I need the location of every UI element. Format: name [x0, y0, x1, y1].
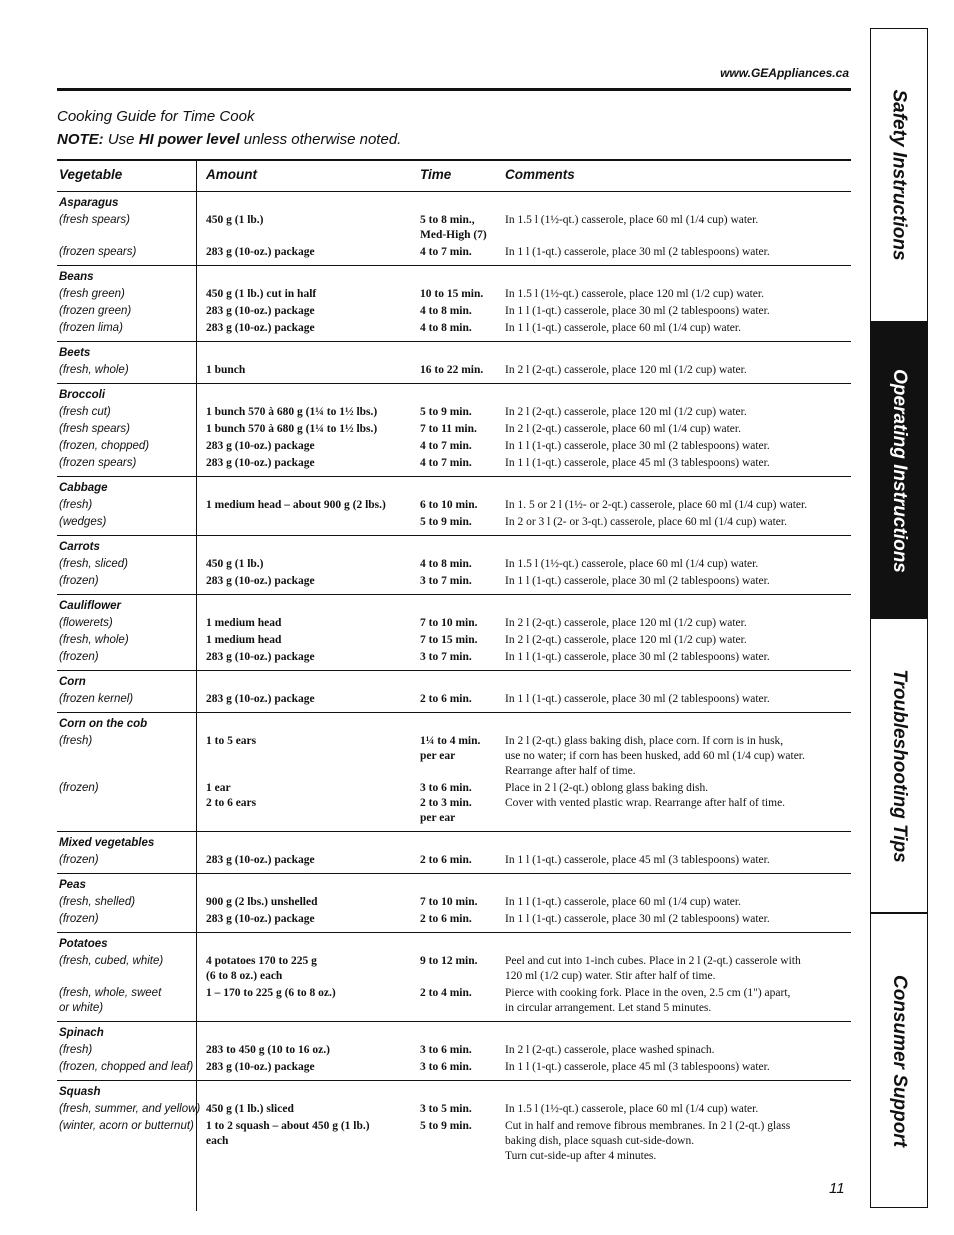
- amount-cell: 283 g (10-oz.) package: [206, 1061, 315, 1073]
- vegetable-name: Mixed vegetables: [59, 837, 155, 849]
- amount-cell: 1 ear 2 to 6 ears: [206, 782, 257, 809]
- note-post: unless otherwise noted.: [239, 131, 402, 148]
- comments-cell: In 2 l (2-qt.) casserole, place 120 ml (1/2 cup) water.: [505, 406, 747, 418]
- tab-troubleshooting-tips[interactable]: [871, 619, 927, 912]
- vegetable-group: [57, 671, 851, 713]
- table-header: [57, 161, 851, 192]
- time-cell: 7 to 10 min.: [420, 617, 478, 629]
- time-cell: 16 to 22 min.: [420, 364, 484, 376]
- amount-cell: 283 g (10-oz.) package: [206, 854, 315, 866]
- time-cell: 2 to 4 min.: [420, 987, 472, 999]
- comments-cell: In 1.5 l (1½-qt.) casserole, place 60 ml (1/4 cup) water.: [505, 1103, 759, 1115]
- amount-cell: 1 – 170 to 225 g (6 to 8 oz.): [206, 987, 336, 999]
- comments-cell: In 1 l (1-qt.) casserole, place 45 ml (3 tablespoons) water.: [505, 1061, 770, 1073]
- amount-cell: 450 g (1 lb.) cut in half: [206, 288, 317, 300]
- vegetable-form: (frozen): [59, 913, 99, 925]
- vegetable-form: (flowerets): [59, 617, 113, 629]
- vegetable-form: (frozen): [59, 782, 99, 794]
- vegetable-form: (fresh spears): [59, 214, 130, 226]
- guide-note: [57, 131, 401, 148]
- vegetable-form: (frozen): [59, 651, 99, 663]
- header-vegetable: Vegetable: [59, 167, 123, 182]
- table-row: [57, 212, 851, 244]
- time-cell: 4 to 8 min.: [420, 558, 472, 570]
- vegetable-name: Cauliflower: [59, 600, 121, 612]
- vegetable-name: Cabbage: [59, 482, 108, 494]
- header-comments: Comments: [505, 167, 575, 182]
- vegetable-group: [57, 595, 851, 671]
- section-tabs: [870, 28, 928, 1208]
- time-cell: 4 to 7 min.: [420, 246, 472, 258]
- time-cell: 3 to 5 min.: [420, 1103, 472, 1115]
- tab-label: Operating Instructions: [889, 369, 910, 573]
- time-cell: 2 to 6 min.: [420, 693, 472, 705]
- vegetable-group: [57, 713, 851, 832]
- tab-label: Safety Instructions: [889, 89, 911, 261]
- vegetable-form: (fresh): [59, 499, 93, 511]
- vegetable-form: (fresh, cubed, white): [59, 955, 164, 967]
- header-time: Time: [420, 167, 452, 182]
- vegetable-group: [57, 477, 851, 536]
- comments-cell: In 1.5 l (1½-qt.) casserole, place 60 ml (1/4 cup) water.: [505, 214, 759, 226]
- vegetable-group: [57, 832, 851, 874]
- amount-cell: 1 medium head: [206, 634, 282, 646]
- vegetable-name: Carrots: [59, 541, 100, 553]
- table-row: [57, 497, 851, 514]
- comments-cell: Peel and cut into 1-inch cubes. Place in 2 l (2-qt.) casserole with 120 ml (1/2 cup) water. Stir after half of time.: [505, 955, 801, 982]
- amount-cell: 1 medium head – about 900 g (2 lbs.): [206, 499, 386, 511]
- amount-cell: 1 to 2 squash – about 450 g (1 lb.) each: [206, 1120, 370, 1147]
- vegetable-form: (frozen lima): [59, 322, 123, 334]
- table-row: [57, 894, 851, 911]
- table-body: [57, 192, 851, 1169]
- time-cell: 3 to 6 min.: [420, 1061, 472, 1073]
- comments-cell: In 1 l (1-qt.) casserole, place 30 ml (2 tablespoons) water.: [505, 305, 770, 317]
- time-cell: 1¼ to 4 min. per ear: [420, 735, 481, 762]
- vegetable-form: (fresh): [59, 1044, 93, 1056]
- vegetable-group: [57, 874, 851, 933]
- note-pre: Use: [103, 131, 139, 148]
- page-number: 11: [829, 1180, 845, 1197]
- amount-cell: 283 g (10-oz.) package: [206, 693, 315, 705]
- amount-cell: 283 g (10-oz.) package: [206, 457, 315, 469]
- table-row: [57, 733, 851, 780]
- vegetable-group: [57, 192, 851, 266]
- amount-cell: 1 medium head: [206, 617, 282, 629]
- comments-cell: Pierce with cooking fork. Place in the oven, 2.5 cm (1") apart, in circular arrangement. Let stand 5 minutes.: [505, 987, 791, 1014]
- table-row: [57, 455, 851, 472]
- time-cell: 4 to 8 min.: [420, 322, 472, 334]
- amount-cell: 283 to 450 g (10 to 16 oz.): [206, 1044, 330, 1056]
- vegetable-form: (fresh green): [59, 288, 125, 300]
- table-row: [57, 286, 851, 303]
- vegetable-form: (fresh, whole): [59, 634, 129, 646]
- cooking-guide-table: [57, 159, 851, 1169]
- table-row: [57, 911, 851, 928]
- vegetable-form: (frozen): [59, 575, 99, 587]
- table-row: [57, 1101, 851, 1118]
- time-cell: 10 to 15 min.: [420, 288, 484, 300]
- table-row: [57, 556, 851, 573]
- amount-cell: 1 bunch 570 à 680 g (1¼ to 1½ lbs.): [206, 406, 378, 418]
- time-cell: 7 to 15 min.: [420, 634, 478, 646]
- table-row: [57, 303, 851, 320]
- vegetable-name: Broccoli: [59, 389, 106, 401]
- comments-cell: Place in 2 l (2-qt.) oblong glass baking dish. Cover with vented plastic wrap. Rearrange after half of time.: [505, 782, 786, 809]
- amount-cell: 283 g (10-oz.) package: [206, 322, 315, 334]
- vegetable-form: (fresh): [59, 735, 93, 747]
- tab-label: Consumer Support: [889, 974, 910, 1147]
- time-cell: 3 to 6 min. 2 to 3 min. per ear: [420, 782, 472, 824]
- vegetable-form: (frozen, chopped): [59, 440, 150, 452]
- comments-cell: In 2 l (2-qt.) casserole, place 60 ml (1/4 cup) water.: [505, 423, 741, 435]
- note-bold: HI power level: [138, 131, 240, 148]
- table-row: [57, 1118, 851, 1165]
- vegetable-name: Spinach: [59, 1027, 104, 1039]
- table-row: [57, 573, 851, 590]
- amount-cell: 283 g (10-oz.) package: [206, 440, 315, 452]
- table-row: [57, 320, 851, 337]
- table-row: [57, 615, 851, 632]
- vegetable-group: [57, 266, 851, 342]
- table-row: [57, 1059, 851, 1076]
- vegetable-form: (frozen green): [59, 305, 132, 317]
- vegetable-name: Beets: [59, 347, 91, 359]
- table-row: [57, 244, 851, 261]
- comments-cell: In 1 l (1-qt.) casserole, place 45 ml (3 tablespoons) water.: [505, 854, 770, 866]
- vegetable-name: Corn on the cob: [59, 718, 148, 730]
- vegetable-form: (winter, acorn or butternut): [59, 1120, 194, 1132]
- vegetable-form: (frozen): [59, 854, 99, 866]
- time-cell: 7 to 10 min.: [420, 896, 478, 908]
- comments-cell: Cut in half and remove fibrous membranes. In 2 l (2-qt.) glass baking dish, place squash cut-side-down. Turn cut-side-up after 4 minutes.: [505, 1120, 791, 1162]
- amount-cell: 900 g (2 lbs.) unshelled: [206, 896, 318, 908]
- comments-cell: In 1.5 l (1½-qt.) casserole, place 120 ml (1/2 cup) water.: [505, 288, 764, 300]
- comments-cell: In 1 l (1-qt.) casserole, place 30 ml (2 tablespoons) water.: [505, 693, 770, 705]
- table-row: [57, 780, 851, 827]
- comments-cell: In 1 l (1-qt.) casserole, place 30 ml (2 tablespoons) water.: [505, 651, 770, 663]
- table-row: [57, 985, 851, 1017]
- header-rule: [57, 88, 851, 91]
- amount-cell: 450 g (1 lb.): [206, 558, 264, 570]
- vegetable-form: (fresh cut): [59, 406, 111, 418]
- time-cell: 6 to 10 min.: [420, 499, 478, 511]
- vegetable-name: Squash: [59, 1086, 101, 1098]
- table-row: [57, 852, 851, 869]
- time-cell: 3 to 7 min.: [420, 575, 472, 587]
- comments-cell: In 2 l (2-qt.) casserole, place 120 ml (1/2 cup) water.: [505, 364, 747, 376]
- table-row: [57, 438, 851, 455]
- amount-cell: 1 to 5 ears: [206, 735, 257, 747]
- amount-cell: 1 bunch: [206, 364, 246, 376]
- vegetable-form: (wedges): [59, 516, 107, 528]
- comments-cell: In 1 l (1-qt.) casserole, place 60 ml (1/4 cup) water.: [505, 896, 741, 908]
- time-cell: 2 to 6 min.: [420, 913, 472, 925]
- comments-cell: In 1 l (1-qt.) casserole, place 60 ml (1/4 cup) water.: [505, 322, 741, 334]
- vegetable-name: Corn: [59, 676, 86, 688]
- vegetable-group: [57, 384, 851, 477]
- table-row: [57, 514, 851, 531]
- tab-consumer-support[interactable]: [871, 914, 927, 1207]
- comments-cell: In 2 l (2-qt.) casserole, place 120 ml (1/2 cup) water.: [505, 617, 747, 629]
- time-cell: 7 to 11 min.: [420, 423, 477, 435]
- note-label: NOTE:: [57, 131, 104, 148]
- time-cell: 5 to 8 min., Med-High (7): [420, 214, 487, 241]
- tab-operating-instructions[interactable]: [871, 323, 927, 619]
- time-cell: 9 to 12 min.: [420, 955, 478, 967]
- vegetable-form: (frozen spears): [59, 457, 137, 469]
- comments-cell: In 1. 5 or 2 l (1½- or 2-qt.) casserole, place 60 ml (1/4 cup) water.: [505, 499, 808, 511]
- vegetable-form: (frozen, chopped and leaf): [59, 1061, 194, 1073]
- vegetable-group: [57, 1022, 851, 1081]
- tab-safety-instructions[interactable]: [871, 29, 927, 321]
- table-row: [57, 691, 851, 708]
- vegetable-form: (fresh, summer, and yellow): [59, 1103, 201, 1115]
- table-row: [57, 1042, 851, 1059]
- header-amount: Amount: [206, 167, 257, 182]
- comments-cell: In 1.5 l (1½-qt.) casserole, place 60 ml (1/4 cup) water.: [505, 558, 759, 570]
- table-row: [57, 953, 851, 985]
- vegetable-form: (fresh, whole): [59, 364, 129, 376]
- time-cell: 5 to 9 min.: [420, 1120, 472, 1132]
- website-url[interactable]: www.GEAppliances.ca: [720, 66, 849, 80]
- amount-cell: 450 g (1 lb.): [206, 214, 264, 226]
- vegetable-form: (fresh spears): [59, 423, 130, 435]
- vegetable-group: [57, 1081, 851, 1169]
- time-cell: 3 to 7 min.: [420, 651, 472, 663]
- comments-cell: In 2 l (2-qt.) casserole, place washed spinach.: [505, 1044, 715, 1056]
- vegetable-form: (frozen spears): [59, 246, 137, 258]
- vegetable-group: [57, 536, 851, 595]
- table-row: [57, 404, 851, 421]
- comments-cell: In 1 l (1-qt.) casserole, place 30 ml (2 tablespoons) water.: [505, 913, 770, 925]
- table-row: [57, 632, 851, 649]
- vegetable-form: (fresh, whole, sweet or white): [59, 987, 162, 1014]
- vegetable-name: Peas: [59, 879, 86, 891]
- amount-cell: 4 potatoes 170 to 225 g (6 to 8 oz.) each: [206, 955, 317, 982]
- guide-title: Cooking Guide for Time Cook: [57, 108, 255, 125]
- table-row: [57, 649, 851, 666]
- time-cell: 3 to 6 min.: [420, 1044, 472, 1056]
- table-row: [57, 421, 851, 438]
- vegetable-form: (fresh, shelled): [59, 896, 136, 908]
- comments-cell: In 1 l (1-qt.) casserole, place 30 ml (2 tablespoons) water.: [505, 575, 770, 587]
- vegetable-form: (fresh, sliced): [59, 558, 129, 570]
- time-cell: 5 to 9 min.: [420, 406, 472, 418]
- amount-cell: [206, 515, 420, 530]
- comments-cell: In 2 or 3 l (2- or 3-qt.) casserole, place 60 ml (1/4 cup) water.: [505, 516, 787, 528]
- amount-cell: 283 g (10-oz.) package: [206, 651, 315, 663]
- table-row: [57, 362, 851, 379]
- vegetable-name: Beans: [59, 271, 94, 283]
- vegetable-form: (frozen kernel): [59, 693, 134, 705]
- vegetable-name: Asparagus: [59, 197, 119, 209]
- comments-cell: In 1 l (1-qt.) casserole, place 30 ml (2 tablespoons) water.: [505, 246, 770, 258]
- comments-cell: In 2 l (2-qt.) casserole, place 120 ml (1/2 cup) water.: [505, 634, 747, 646]
- amount-cell: 283 g (10-oz.) package: [206, 305, 315, 317]
- vegetable-group: [57, 933, 851, 1022]
- amount-cell: 283 g (10-oz.) package: [206, 246, 315, 258]
- amount-cell: 283 g (10-oz.) package: [206, 913, 315, 925]
- amount-cell: 1 bunch 570 à 680 g (1¼ to 1½ lbs.): [206, 423, 378, 435]
- time-cell: 4 to 8 min.: [420, 305, 472, 317]
- vegetable-name: Potatoes: [59, 938, 108, 950]
- time-cell: 5 to 9 min.: [420, 516, 472, 528]
- time-cell: 4 to 7 min.: [420, 457, 472, 469]
- vegetable-group: [57, 342, 851, 384]
- comments-cell: In 2 l (2-qt.) glass baking dish, place corn. If corn is in husk, use no water; if corn has been husked, add 60 ml (1/4 cup) water. Rearrange after half of time.: [505, 735, 805, 777]
- tab-label: Troubleshooting Tips: [889, 668, 910, 863]
- time-cell: 2 to 6 min.: [420, 854, 472, 866]
- amount-cell: 283 g (10-oz.) package: [206, 575, 315, 587]
- time-cell: 4 to 7 min.: [420, 440, 472, 452]
- comments-cell: In 1 l (1-qt.) casserole, place 30 ml (2 tablespoons) water.: [505, 440, 770, 452]
- amount-cell: 450 g (1 lb.) sliced: [206, 1103, 294, 1115]
- comments-cell: In 1 l (1-qt.) casserole, place 45 ml (3 tablespoons) water.: [505, 457, 770, 469]
